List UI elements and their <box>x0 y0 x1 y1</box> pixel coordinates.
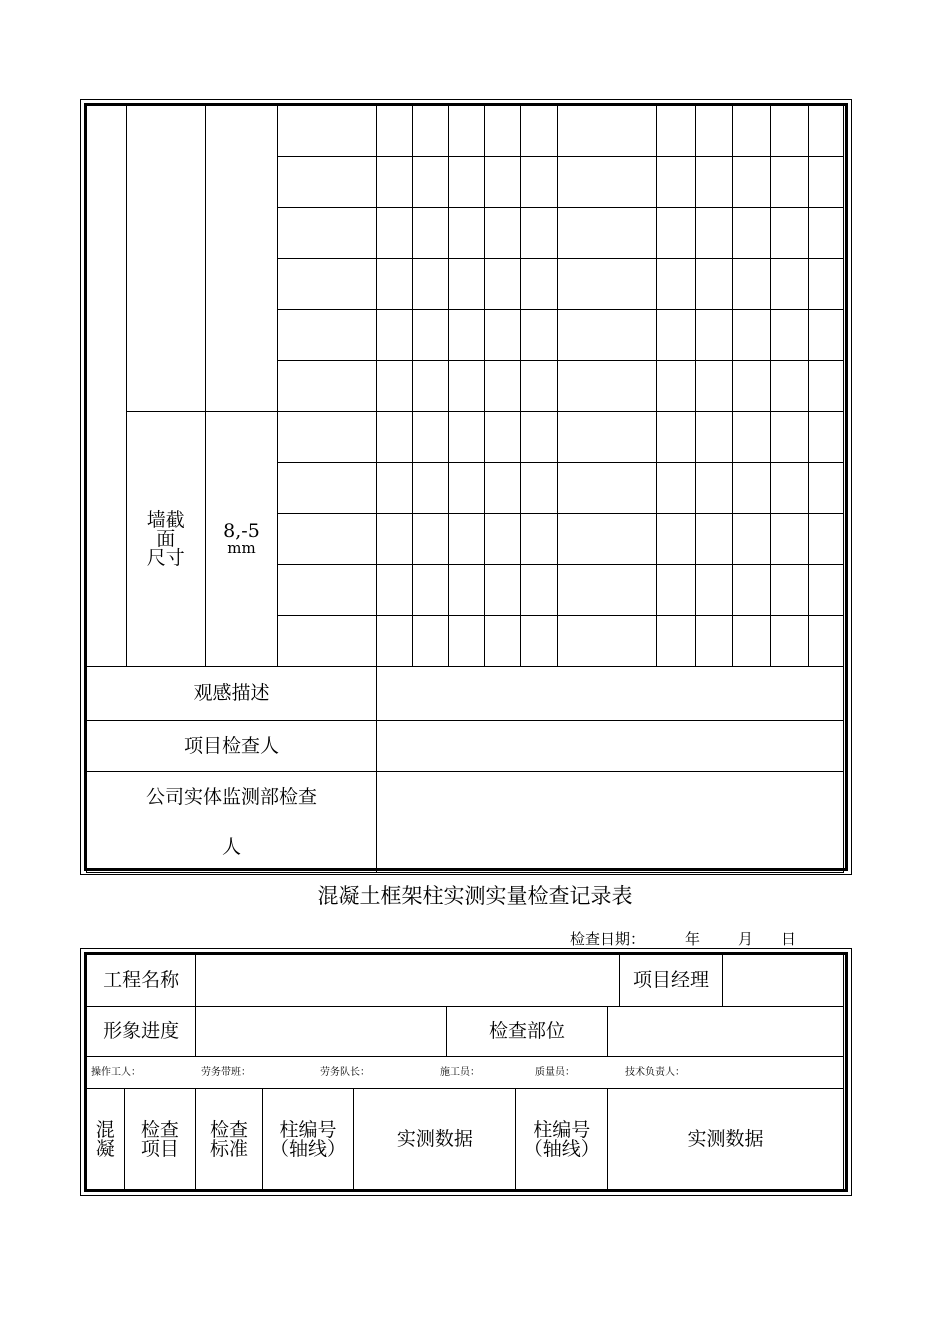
inspection-table-header-inner <box>84 952 848 1192</box>
col-column-no-2 <box>516 1089 608 1191</box>
data-cell[interactable] <box>809 412 844 463</box>
standard-unit: mm <box>227 539 256 557</box>
data-cell[interactable] <box>656 106 695 157</box>
item-inspector-row <box>87 721 844 772</box>
data-cell[interactable] <box>771 616 809 667</box>
col-check-item-line: 检查 <box>140 1118 179 1141</box>
col-column-no <box>262 1089 354 1191</box>
data-cell[interactable] <box>771 412 809 463</box>
data-cell[interactable] <box>376 208 412 259</box>
column-header-row <box>87 1089 844 1191</box>
column-no-cell[interactable] <box>558 310 657 361</box>
inspect-location-label: 检查部位 <box>446 1007 607 1057</box>
data-cell[interactable] <box>656 310 695 361</box>
appearance-row <box>87 667 844 721</box>
data-cell[interactable] <box>733 616 771 667</box>
data-cell[interactable] <box>376 514 412 565</box>
data-cell[interactable] <box>733 310 771 361</box>
data-cell[interactable] <box>376 463 412 514</box>
data-cell[interactable] <box>656 463 695 514</box>
company-inspector-line: 公司实体监测部检查 <box>145 786 317 808</box>
data-cell[interactable] <box>521 616 558 667</box>
data-cell[interactable] <box>412 361 448 412</box>
check-item-line: 面 <box>156 527 176 550</box>
data-cell[interactable] <box>695 208 733 259</box>
data-cell[interactable] <box>412 565 448 616</box>
data-cell[interactable] <box>521 310 558 361</box>
data-cell[interactable] <box>695 361 733 412</box>
data-cell[interactable] <box>376 565 412 616</box>
data-cell[interactable] <box>448 514 485 565</box>
column-no-cell[interactable] <box>278 514 377 565</box>
measure-row <box>87 412 844 463</box>
data-cell[interactable] <box>771 514 809 565</box>
data-cell[interactable] <box>695 463 733 514</box>
data-cell[interactable] <box>485 616 521 667</box>
data-cell[interactable] <box>521 106 558 157</box>
staff-tech-lead: 技术负责人： <box>625 1066 685 1078</box>
data-cell[interactable] <box>656 514 695 565</box>
col-column-no-2-line: （轴线） <box>523 1137 600 1160</box>
data-cell[interactable] <box>809 565 844 616</box>
column-no-cell[interactable] <box>558 361 657 412</box>
column-no-cell[interactable] <box>558 616 657 667</box>
data-cell[interactable] <box>412 463 448 514</box>
data-cell[interactable] <box>809 463 844 514</box>
staff-labor-captain: 劳务队长： <box>320 1066 370 1078</box>
column-no-cell[interactable] <box>278 208 377 259</box>
data-cell[interactable] <box>521 463 558 514</box>
appearance-input[interactable] <box>376 667 843 721</box>
data-cell[interactable] <box>412 616 448 667</box>
column-no-cell[interactable] <box>558 259 657 310</box>
data-cell[interactable] <box>521 157 558 208</box>
form-title: 混凝土框架柱实测实量检查记录表 <box>317 884 633 908</box>
data-cell[interactable] <box>695 514 733 565</box>
staff-worker: 操作工人： <box>91 1066 141 1078</box>
data-cell[interactable] <box>412 514 448 565</box>
data-cell[interactable] <box>521 514 558 565</box>
data-cell[interactable] <box>485 463 521 514</box>
check-standard-wall-section <box>205 412 278 667</box>
check-item-wall-section <box>126 412 205 667</box>
project-name-row <box>87 955 844 1007</box>
column-no-cell[interactable] <box>278 157 377 208</box>
data-cell[interactable] <box>412 412 448 463</box>
inspection-year: 年 <box>685 930 701 948</box>
data-cell[interactable] <box>733 463 771 514</box>
column-no-cell[interactable] <box>278 412 377 463</box>
data-cell[interactable] <box>448 412 485 463</box>
data-cell[interactable] <box>485 106 521 157</box>
project-manager-label: 项目经理 <box>620 955 722 1007</box>
data-cell[interactable] <box>771 565 809 616</box>
data-cell[interactable] <box>656 361 695 412</box>
staff-row <box>87 1057 844 1089</box>
company-inspector-input[interactable] <box>376 772 843 873</box>
data-cell[interactable] <box>448 616 485 667</box>
column-no-cell[interactable] <box>558 565 657 616</box>
data-cell[interactable] <box>771 157 809 208</box>
data-cell[interactable] <box>485 259 521 310</box>
data-cell[interactable] <box>656 565 695 616</box>
data-cell[interactable] <box>695 259 733 310</box>
col-concrete-line: 凝 <box>95 1137 115 1160</box>
col-column-no-line: （轴线） <box>270 1137 347 1160</box>
data-cell[interactable] <box>695 106 733 157</box>
data-cell[interactable] <box>521 565 558 616</box>
check-item-line: 墙截 <box>146 508 185 531</box>
column-no-cell[interactable] <box>278 106 377 157</box>
data-cell[interactable] <box>485 565 521 616</box>
concrete-category-cell <box>87 106 127 667</box>
data-cell[interactable] <box>695 412 733 463</box>
item-inspector-label: 项目检查人 <box>87 721 377 772</box>
inspection-day: 日 <box>781 930 797 948</box>
data-cell[interactable] <box>485 361 521 412</box>
inspection-date <box>570 928 796 949</box>
data-cell[interactable] <box>448 106 485 157</box>
company-inspector-line: 人 <box>221 836 241 858</box>
data-cell[interactable] <box>809 259 844 310</box>
data-cell[interactable] <box>771 361 809 412</box>
data-cell[interactable] <box>376 157 412 208</box>
col-check-standard-line: 标准 <box>209 1137 248 1160</box>
col-column-no-line: 柱编号 <box>279 1118 337 1141</box>
data-cell[interactable] <box>485 412 521 463</box>
staff-constructor: 施工员： <box>440 1066 480 1078</box>
column-no-cell[interactable] <box>278 259 377 310</box>
project-name-label: 工程名称 <box>87 955 196 1007</box>
data-cell[interactable] <box>733 259 771 310</box>
data-cell[interactable] <box>809 310 844 361</box>
column-no-cell[interactable] <box>278 361 377 412</box>
item-inspector-input[interactable] <box>376 721 843 772</box>
data-cell[interactable] <box>448 310 485 361</box>
data-cell[interactable] <box>733 412 771 463</box>
company-inspector-row <box>87 772 844 873</box>
column-no-cell[interactable] <box>278 463 377 514</box>
check-standard-cell-prev <box>205 106 278 412</box>
inspection-table-inner-border <box>84 103 848 871</box>
col-concrete <box>87 1089 125 1191</box>
column-no-cell[interactable] <box>558 157 657 208</box>
data-cell[interactable] <box>448 463 485 514</box>
check-item-cell-prev <box>126 106 205 412</box>
data-cell[interactable] <box>376 412 412 463</box>
data-cell[interactable] <box>733 514 771 565</box>
project-manager-input[interactable] <box>722 955 843 1007</box>
col-check-item <box>124 1089 196 1191</box>
data-cell[interactable] <box>376 106 412 157</box>
data-cell[interactable] <box>656 412 695 463</box>
data-cell[interactable] <box>809 361 844 412</box>
standard-value: 8,-5 <box>223 520 260 542</box>
data-cell[interactable] <box>656 616 695 667</box>
data-cell[interactable] <box>485 310 521 361</box>
data-cell[interactable] <box>485 514 521 565</box>
data-cell[interactable] <box>485 157 521 208</box>
data-cell[interactable] <box>695 616 733 667</box>
data-cell[interactable] <box>809 106 844 157</box>
data-cell[interactable] <box>656 157 695 208</box>
column-no-cell[interactable] <box>558 514 657 565</box>
inspect-location-input[interactable] <box>608 1007 844 1057</box>
data-cell[interactable] <box>376 310 412 361</box>
data-cell[interactable] <box>809 616 844 667</box>
progress-input[interactable] <box>196 1007 447 1057</box>
measurement-grid <box>86 105 844 873</box>
col-measured-data-2: 实测数据 <box>608 1089 844 1191</box>
data-cell[interactable] <box>448 361 485 412</box>
staff-line[interactable] <box>87 1057 844 1089</box>
data-cell[interactable] <box>733 157 771 208</box>
data-cell[interactable] <box>412 259 448 310</box>
data-cell[interactable] <box>695 157 733 208</box>
col-measured-data: 实测数据 <box>354 1089 516 1191</box>
data-cell[interactable] <box>733 106 771 157</box>
column-no-cell[interactable] <box>278 616 377 667</box>
data-cell[interactable] <box>485 208 521 259</box>
check-item-line: 尺寸 <box>146 546 185 569</box>
staff-quality: 质量员： <box>535 1066 575 1078</box>
column-no-cell[interactable] <box>558 463 657 514</box>
data-cell[interactable] <box>771 463 809 514</box>
inspection-month: 月 <box>738 930 754 948</box>
data-cell[interactable] <box>448 208 485 259</box>
inspection-date-label: 检查日期： <box>570 930 646 948</box>
data-cell[interactable] <box>771 310 809 361</box>
inspection-table-continued <box>80 99 852 875</box>
column-no-cell[interactable] <box>278 310 377 361</box>
data-cell[interactable] <box>412 208 448 259</box>
data-cell[interactable] <box>733 208 771 259</box>
column-no-cell[interactable] <box>558 106 657 157</box>
measure-row <box>87 106 844 157</box>
company-inspector-label <box>87 772 377 873</box>
project-name-input[interactable] <box>196 955 620 1007</box>
header-grid <box>86 954 844 1191</box>
column-no-cell[interactable] <box>278 565 377 616</box>
data-cell[interactable] <box>412 106 448 157</box>
data-cell[interactable] <box>448 565 485 616</box>
data-cell[interactable] <box>809 157 844 208</box>
data-cell[interactable] <box>771 208 809 259</box>
data-cell[interactable] <box>521 259 558 310</box>
data-cell[interactable] <box>656 259 695 310</box>
data-cell[interactable] <box>809 514 844 565</box>
col-check-standard <box>196 1089 262 1191</box>
col-concrete-line: 混 <box>95 1118 115 1141</box>
inspection-table-header <box>80 948 852 1196</box>
data-cell[interactable] <box>376 361 412 412</box>
data-cell[interactable] <box>695 565 733 616</box>
data-cell[interactable] <box>656 208 695 259</box>
data-cell[interactable] <box>521 361 558 412</box>
progress-row <box>87 1007 844 1057</box>
column-no-cell[interactable] <box>558 412 657 463</box>
data-cell[interactable] <box>771 106 809 157</box>
data-cell[interactable] <box>376 616 412 667</box>
data-cell[interactable] <box>695 310 733 361</box>
progress-label: 形象进度 <box>87 1007 196 1057</box>
data-cell[interactable] <box>448 157 485 208</box>
data-cell[interactable] <box>733 361 771 412</box>
staff-labor-leader: 劳务带班： <box>201 1066 251 1078</box>
col-column-no-2-line: 柱编号 <box>533 1118 591 1141</box>
data-cell[interactable] <box>376 259 412 310</box>
data-cell[interactable] <box>521 208 558 259</box>
data-cell[interactable] <box>733 565 771 616</box>
column-no-cell[interactable] <box>558 208 657 259</box>
data-cell[interactable] <box>448 259 485 310</box>
col-check-standard-line: 检查 <box>209 1118 248 1141</box>
data-cell[interactable] <box>809 208 844 259</box>
data-cell[interactable] <box>521 412 558 463</box>
col-check-item-line: 项目 <box>140 1137 179 1160</box>
data-cell[interactable] <box>771 259 809 310</box>
data-cell[interactable] <box>412 310 448 361</box>
appearance-label: 观感描述 <box>87 667 377 721</box>
data-cell[interactable] <box>412 157 448 208</box>
